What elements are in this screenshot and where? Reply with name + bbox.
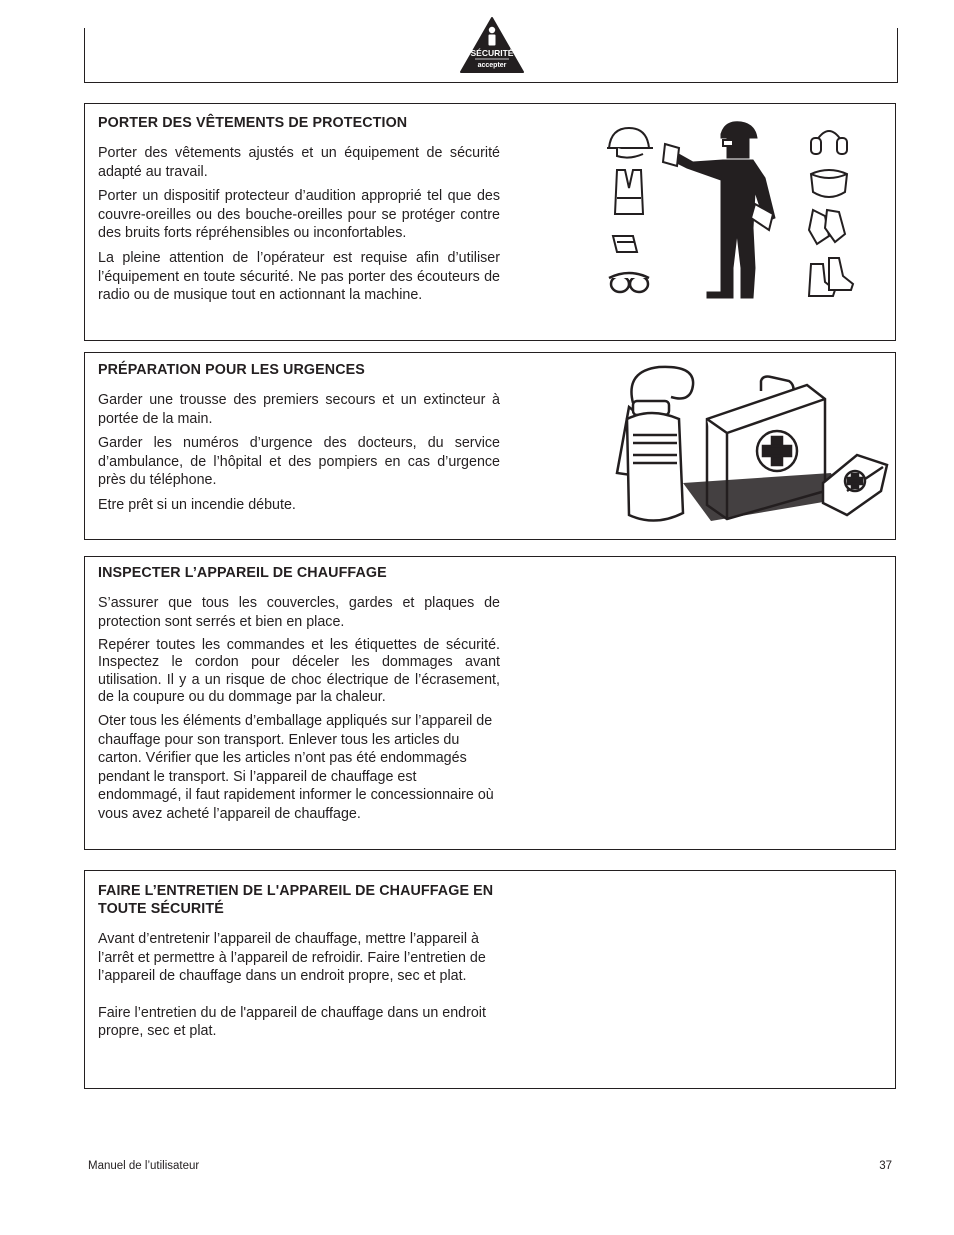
section-title: INSPECTER L’APPAREIL DE CHAUFFAGE — [98, 565, 387, 581]
safety-vest-icon — [615, 170, 643, 214]
first-aid-book-icon — [823, 455, 887, 515]
paragraph: Garder les numéros d’urgence des docteurs, du service d’ambulance, de l’hôpital et des pompiers en cas d’urgence près du téléphone. — [98, 435, 500, 489]
face-shield-icon — [811, 170, 847, 197]
safety-boots-icon — [809, 258, 853, 296]
paragraph: Oter tous les éléments d’emballage appliqués sur l’appareil de chauffage pour son transport. Enlever tous les articles du carton. Vérifier que les articles n’ont pas été endommagés pendant le transport. Si l’appareil de chauffage est endommagé, il faut rapidement informer le concessionnaire où vous avez acheté l’appareil de chauffage. — [98, 713, 494, 822]
paragraph: Garder une trousse des premiers secours et un extincteur à portée de la main. — [98, 392, 500, 427]
badge-sublabel: accepter — [477, 62, 507, 69]
ear-plugs-icon — [613, 236, 637, 252]
paragraph: Avant d’entretenir l’appareil de chauffage, mettre l’appareil à l’arrêt et permettre à l’appareil de refroidir. Faire l’entretien de l’appareil de chauffage dans un endroit propre, sec et plat. — [98, 931, 486, 985]
section-inspect-heater — [84, 556, 896, 850]
badge-label: SÉCURITÉ — [470, 48, 514, 58]
paragraph: Porter un dispositif protecteur d’audition approprié tel que des couvre-oreilles ou des bouche-oreilles pour se protéger contre des bruits forts répréhensibles ou inconfortables. — [98, 188, 500, 242]
hard-hat-icon — [607, 128, 653, 158]
page-number: 37 — [879, 1160, 892, 1172]
emergency-equipment-illustration — [611, 363, 891, 527]
section-title: FAIRE L’ENTRETIEN DE L'APPAREIL DE CHAUFFAGE EN TOUTE SÉCURITÉ — [98, 883, 494, 917]
safety-goggles-icon — [609, 273, 649, 292]
ear-muffs-icon — [811, 131, 847, 154]
paragraph: S’assurer que tous les couvercles, gardes et plaques de protection sont serrés et bien en place. — [98, 595, 500, 630]
section-title: PRÉPARATION POUR LES URGENCES — [98, 362, 365, 378]
worker-figure-icon — [663, 122, 775, 298]
protective-equipment-illustration — [603, 118, 875, 304]
paragraph: Faire l’entretien du de l'appareil de chauffage dans un endroit propre, sec et plat. — [98, 1004, 486, 1040]
paragraph: La pleine attention de l’opérateur est requise afin d’utiliser l’équipement en toute sécurité. Ne pas porter des écouteurs de radio ou de musique tout en actionnant la machine. — [98, 249, 500, 304]
section-protective-clothing — [84, 103, 896, 341]
paragraph: Porter des vêtements ajustés et un équipement de sécurité adapté au travail. — [98, 145, 500, 180]
safety-badge — [459, 16, 525, 74]
fire-extinguisher-icon — [617, 367, 693, 521]
section-safe-maintenance — [84, 870, 896, 1089]
section-emergency-preparation — [84, 352, 896, 540]
gloves-icon — [809, 210, 845, 244]
safety-person-icon — [489, 27, 496, 46]
paragraph: Etre prêt si un incendie débute. — [98, 496, 296, 513]
footer-manual-title: Manuel de l’utilisateur — [88, 1160, 200, 1172]
section-title: PORTER DES VÊTEMENTS DE PROTECTION — [98, 115, 408, 131]
paragraph: Repérer toutes les commandes et les étiquettes de sécurité. Inspectez le cordon pour déceler les dommages avant utilisation. Il y a un risque de choc électrique de l’écrasement, de la coupure ou du dommage par la chaleur. — [98, 637, 500, 705]
